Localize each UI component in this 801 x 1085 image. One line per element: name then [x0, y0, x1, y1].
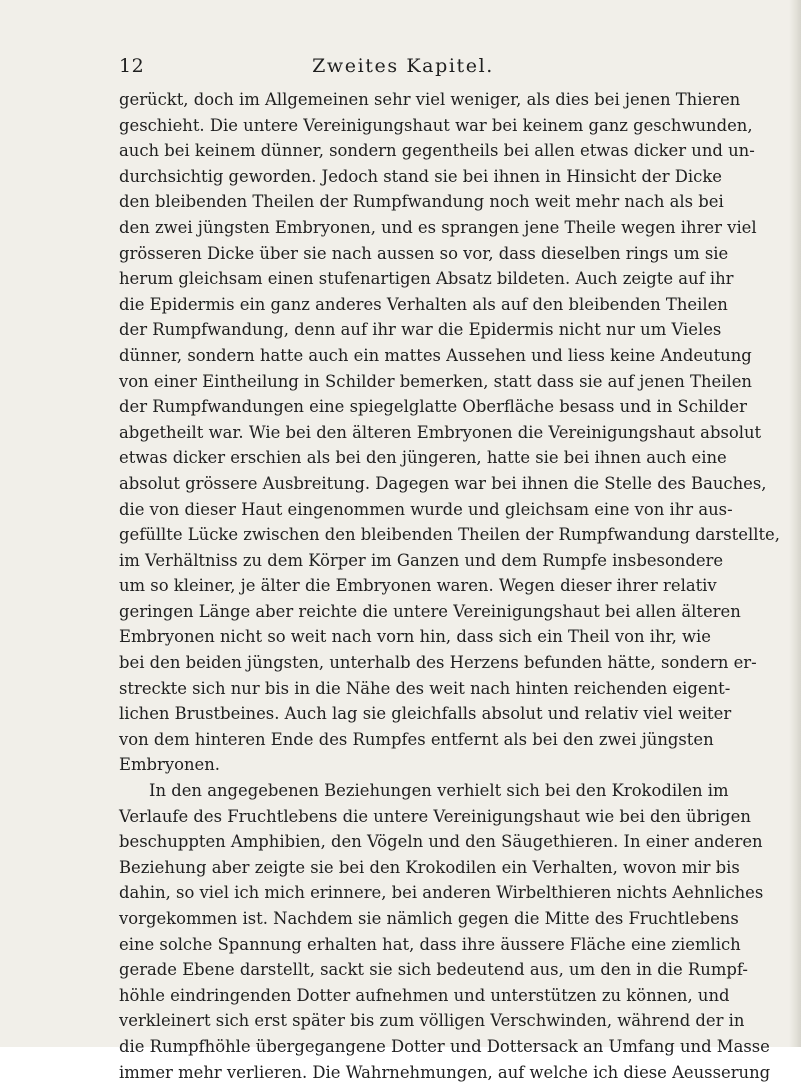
text-line: gerade Ebene darstellt, sackt sie sich bedeutend aus, um den in die Rumpf-: [119, 960, 748, 980]
text-line: die von dieser Haut eingenommen wurde und gleichsam eine von ihr aus-: [119, 499, 733, 519]
text-line: vorgekommen ist. Nachdem sie nämlich gegen die Mitte des Fruchtlebens: [119, 909, 739, 928]
text-line: herum gleichsam einen stufenartigen Absatz bildeten. Auch zeigte auf ihr: [119, 269, 734, 289]
text-line: die Epidermis ein ganz anderes Verhalten als auf den bleibenden Theilen: [119, 294, 728, 314]
page-header: [119, 55, 687, 83]
text-line: verkleinert sich erst später bis zum völligen Verschwinden, während der in: [119, 1011, 745, 1031]
text-line: dünner, sondern hatte auch ein mattes Aussehen und liess keine Andeutung: [119, 345, 752, 365]
text-line: dahin, so viel ich mich erinnere, bei anderen Wirbelthieren nichts Aehnliches: [119, 883, 764, 903]
text-line: abgetheilt war. Wie bei den älteren Embryonen die Vereinigungshaut absolut: [119, 422, 762, 442]
page-edge-shadow: [789, 0, 801, 1047]
text-line: grösseren Dicke über sie nach aussen so vor, dass dieselben rings um sie: [119, 243, 729, 263]
text-line: von dem hinteren Ende des Rumpfes entfernt als bei den zwei jüngsten: [119, 729, 714, 749]
page-number: 12: [119, 55, 145, 77]
text-line: die Rumpfhöhle übergegangene Dotter und Dottersack an Umfang und Masse: [119, 1036, 770, 1056]
running-title: Zweites Kapitel.: [312, 55, 494, 77]
text-line: durchsichtig geworden. Jedoch stand sie bei ihnen in Hinsicht der Dicke: [119, 166, 722, 186]
text-line: streckte sich nur bis in die Nähe des weit nach hinten reichenden eigent-: [119, 678, 731, 698]
text-line: Embryonen nicht so weit nach vorn hin, dass sich ein Theil von ihr, wie: [119, 627, 711, 647]
text-line: eine solche Spannung erhalten hat, dass ihre äussere Fläche eine ziemlich: [119, 934, 741, 954]
text-line: auch bei keinem dünner, sondern gegentheils bei allen etwas dicker und un-: [119, 141, 755, 161]
text-line: der Rumpfwandung, denn auf ihr war die Epidermis nicht nur um Vieles: [119, 320, 722, 340]
text-line: etwas dicker erschien als bei den jüngeren, hatte sie bei ihnen auch eine: [119, 448, 727, 468]
text-line: den bleibenden Theilen der Rumpfwandung noch weit mehr nach als bei: [119, 192, 724, 212]
text-line: geringen Länge aber reichte die untere Vereinigungshaut bei allen älteren: [119, 601, 741, 621]
text-line: um so kleiner, je älter die Embryonen waren. Wegen dieser ihrer relativ: [119, 576, 717, 596]
text-line: lichen Brustbeines. Auch lag sie gleichfalls absolut und relativ viel weiter: [119, 704, 732, 724]
text-line: im Verhältniss zu dem Körper im Ganzen und dem Rumpfe insbesondere: [119, 550, 724, 570]
text-line: bei den beiden jüngsten, unterhalb des Herzens befunden hätte, sondern er-: [119, 653, 757, 673]
text-line: von einer Eintheilung in Schilder bemerken, statt dass sie auf jenen Theilen: [119, 371, 752, 391]
text-line: geschieht. Die untere Vereinigungshaut war bei keinem ganz geschwunden,: [119, 115, 753, 135]
text-line: immer mehr verlieren. Die Wahrnehmungen, auf welche ich diese Aeusserung: [119, 1062, 771, 1082]
text-line: absolut grössere Ausbreitung. Dagegen war bei ihnen die Stelle des Bauches,: [119, 473, 767, 493]
body-text: [119, 87, 780, 1085]
text-line: Embryonen.: [119, 755, 220, 775]
text-line: Verlaufe des Fruchtlebens die untere Vereinigungshaut wie bei den übrigen: [119, 806, 751, 826]
text-line: gerückt, doch im Allgemeinen sehr viel weniger, als dies bei jenen Thieren: [119, 90, 741, 109]
text-line: den zwei jüngsten Embryonen, und es sprangen jene Theile wegen ihrer viel: [119, 217, 757, 237]
text-line: gefüllte Lücke zwischen den bleibenden Theilen der Rumpfwandung darstellte,: [119, 525, 780, 545]
text-line: der Rumpfwandungen eine spiegelglatte Oberfläche besass und in Schilder: [119, 397, 747, 417]
text-line: höhle eindringenden Dotter aufnehmen und unterstützen zu können, und: [119, 985, 730, 1005]
text-line: Beziehung aber zeigte sie bei den Krokodilen ein Verhalten, wovon mir bis: [119, 857, 740, 877]
text-line: beschuppten Amphibien, den Vögeln und den Säugethieren. In einer anderen: [119, 832, 763, 852]
text-line: In den angegebenen Beziehungen verhielt sich bei den Krokodilen im: [149, 781, 729, 801]
